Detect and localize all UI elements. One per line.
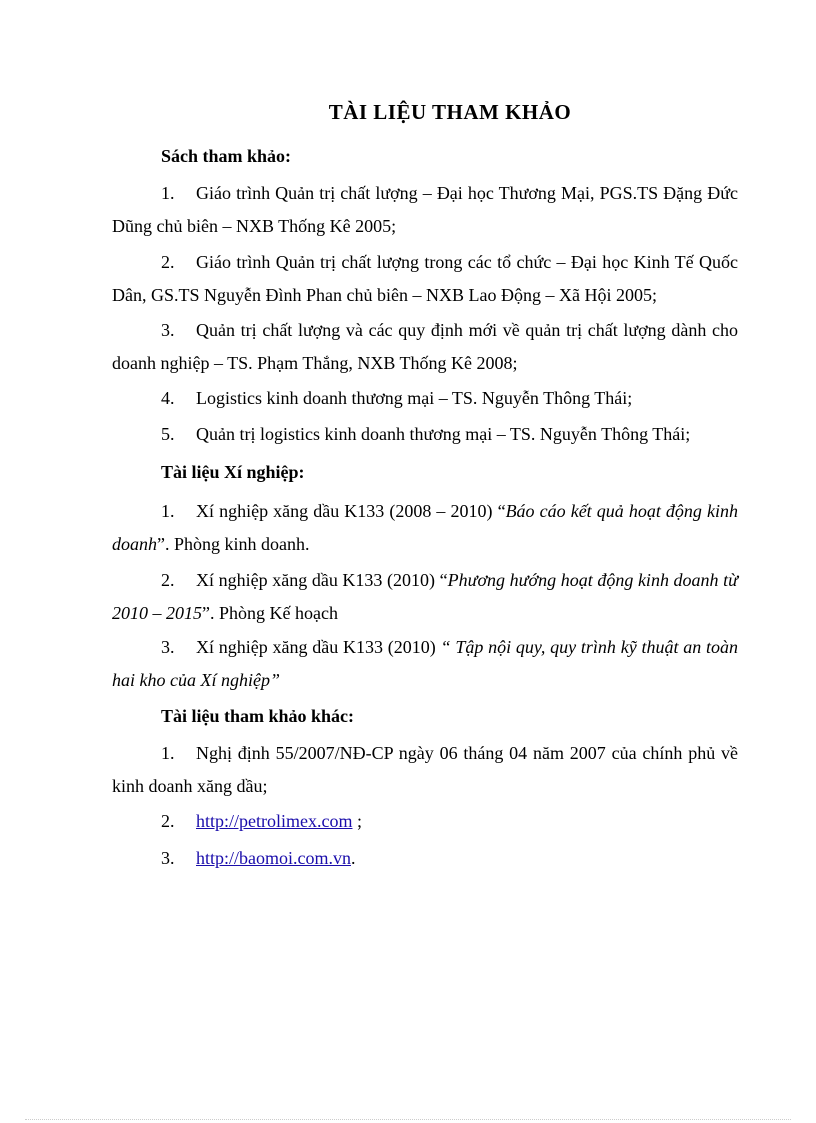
- reference-text: Xí nghiệp xăng dầu K133 (2010): [196, 637, 441, 657]
- footer-divider: [25, 1119, 791, 1120]
- reference-number: 1.: [161, 743, 175, 763]
- reference-number: 2.: [161, 811, 175, 831]
- reference-number: 3.: [161, 637, 175, 657]
- section-heading-other-refs: Tài liệu tham khảo khác:: [161, 706, 355, 726]
- reference-item: [112, 314, 738, 380]
- petrolimex-link[interactable]: http://petrolimex.com: [196, 811, 353, 831]
- reference-title-italic: Phương hướng hoạt động kinh doanh từ 2010 – 2015: [112, 570, 738, 623]
- reference-number: 1.: [161, 183, 175, 203]
- reference-text: Giáo trình Quản trị chất lượng – Đại học Thương Mại, PGS.TS Đặng Đức Dũng chủ biên – NXB Thống Kê 2005;: [112, 183, 738, 236]
- reference-title-italic: “ Tập nội quy, quy trình kỹ thuật an toàn hai kho của Xí nghiệp”: [112, 637, 738, 690]
- reference-item: [112, 737, 738, 803]
- reference-item: [112, 246, 738, 312]
- reference-text: Nghị định 55/2007/NĐ-CP ngày 06 tháng 04 năm 2007 của chính phủ về kinh doanh xăng dầu;: [112, 743, 738, 796]
- reference-text: Giáo trình Quản trị chất lượng trong các tổ chức – Đại học Kinh Tế Quốc Dân, GS.TS Nguyễn Đình Phan chủ biên – NXB Lao Động – Xã Hội 2005;: [112, 252, 738, 305]
- reference-number: 3.: [161, 848, 175, 868]
- reference-text-suffix: ;: [352, 811, 362, 831]
- reference-number: 5.: [161, 424, 175, 444]
- reference-text: Quản trị chất lượng và các quy định mới về quản trị chất lượng dành cho doanh nghiệp – TS. Phạm Thắng, NXB Thống Kê 2008;: [112, 320, 738, 373]
- reference-text: Quản trị logistics kinh doanh thương mại – TS. Nguyễn Thông Thái;: [196, 424, 691, 444]
- reference-item: [112, 842, 738, 875]
- reference-item: [112, 805, 738, 838]
- baomoi-link[interactable]: http://baomoi.com.vn: [196, 848, 351, 868]
- section-heading-enterprise-docs: Tài liệu Xí nghiệp:: [161, 462, 305, 482]
- reference-number: 4.: [161, 388, 175, 408]
- reference-item: [112, 418, 738, 451]
- reference-text: Xí nghiệp xăng dầu K133 (2010) “: [196, 570, 448, 590]
- reference-number: 2.: [161, 570, 175, 590]
- reference-text-suffix: ”. Phòng Kế hoạch: [202, 603, 338, 623]
- reference-text: Logistics kinh doanh thương mại – TS. Nguyễn Thông Thái;: [196, 388, 633, 408]
- reference-item: [112, 495, 738, 561]
- section-heading-books: Sách tham khảo:: [161, 146, 292, 166]
- reference-number: 2.: [161, 252, 175, 272]
- reference-text-suffix: ”. Phòng kinh doanh.: [157, 534, 310, 554]
- reference-number: 1.: [161, 501, 175, 521]
- reference-item: [112, 177, 738, 243]
- reference-number: 3.: [161, 320, 175, 340]
- reference-text-suffix: .: [351, 848, 356, 868]
- reference-title-italic: Báo cáo kết quả hoạt động kinh doanh: [112, 501, 738, 554]
- reference-item: [112, 382, 738, 415]
- reference-text: Xí nghiệp xăng dầu K133 (2008 – 2010) “: [196, 501, 506, 521]
- page-title: TÀI LIỆU THAM KHẢO: [328, 100, 572, 124]
- reference-item: [112, 631, 738, 697]
- reference-item: [112, 564, 738, 630]
